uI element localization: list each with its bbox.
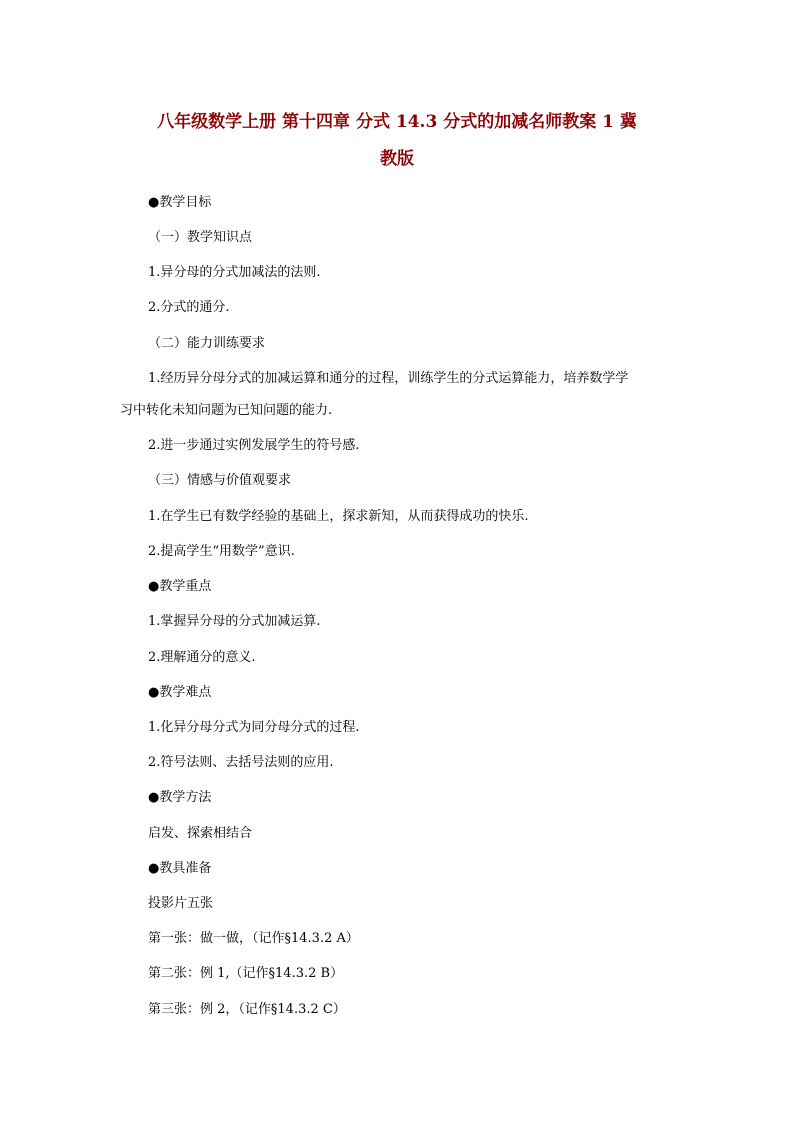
document-title (120, 104, 674, 178)
title-line-2: 教版 (380, 149, 414, 169)
paragraph: 2.理解通分的意义. (148, 650, 256, 665)
paragraph: 1.经历异分母分式的加减运算和通分的过程，训练学生的分式运算能力，培养数学学 (148, 371, 629, 386)
paragraph: 2.分式的通分. (148, 300, 230, 315)
paragraph: 2.提高学生“用数学”意识. (148, 544, 295, 559)
paragraph: 第一张：做一做，（记作§14.3.2 A） (148, 931, 359, 946)
paragraph: 2.进一步通过实例发展学生的符号感. (148, 438, 360, 453)
section-heading-methods: ●教学方法 (148, 790, 212, 805)
subheading-knowledge-points: （一）教学知识点 (148, 230, 253, 245)
paragraph: 第二张：例 1,（记作§14.3.2 B） (148, 966, 344, 981)
section-heading-difficulties: ●教学难点 (148, 685, 212, 700)
title-line-1: 八年级数学上册 第十四章 分式 14.3 分式的加减名师教案 1 冀 (157, 112, 637, 132)
paragraph-continuation: 习中转化未知问题为已知问题的能力. (120, 403, 333, 418)
paragraph: 1.化异分母分式为同分母分式的过程. (148, 720, 360, 735)
subheading-values-requirements: （三）情感与价值观要求 (148, 473, 292, 488)
paragraph: 2.符号法则、去括号法则的应用. (148, 755, 334, 770)
section-heading-objectives: ●教学目标 (148, 195, 212, 210)
paragraph: 1.异分母的分式加减法的法则. (148, 265, 321, 280)
subheading-ability-requirements: （二）能力训练要求 (148, 336, 266, 351)
section-heading-key-points: ●教学重点 (148, 579, 212, 594)
section-heading-teaching-aids: ●教具准备 (148, 861, 212, 876)
paragraph: 1.在学生已有数学经验的基础上，探求新知，从而获得成功的快乐. (148, 509, 529, 524)
paragraph: 1.掌握异分母的分式加减运算. (148, 614, 321, 629)
paragraph: 第三张：例 2，（记作§14.3.2 C） (148, 1002, 346, 1017)
paragraph: 投影片五张 (148, 896, 214, 911)
paragraph: 启发、探索相结合 (148, 826, 253, 841)
